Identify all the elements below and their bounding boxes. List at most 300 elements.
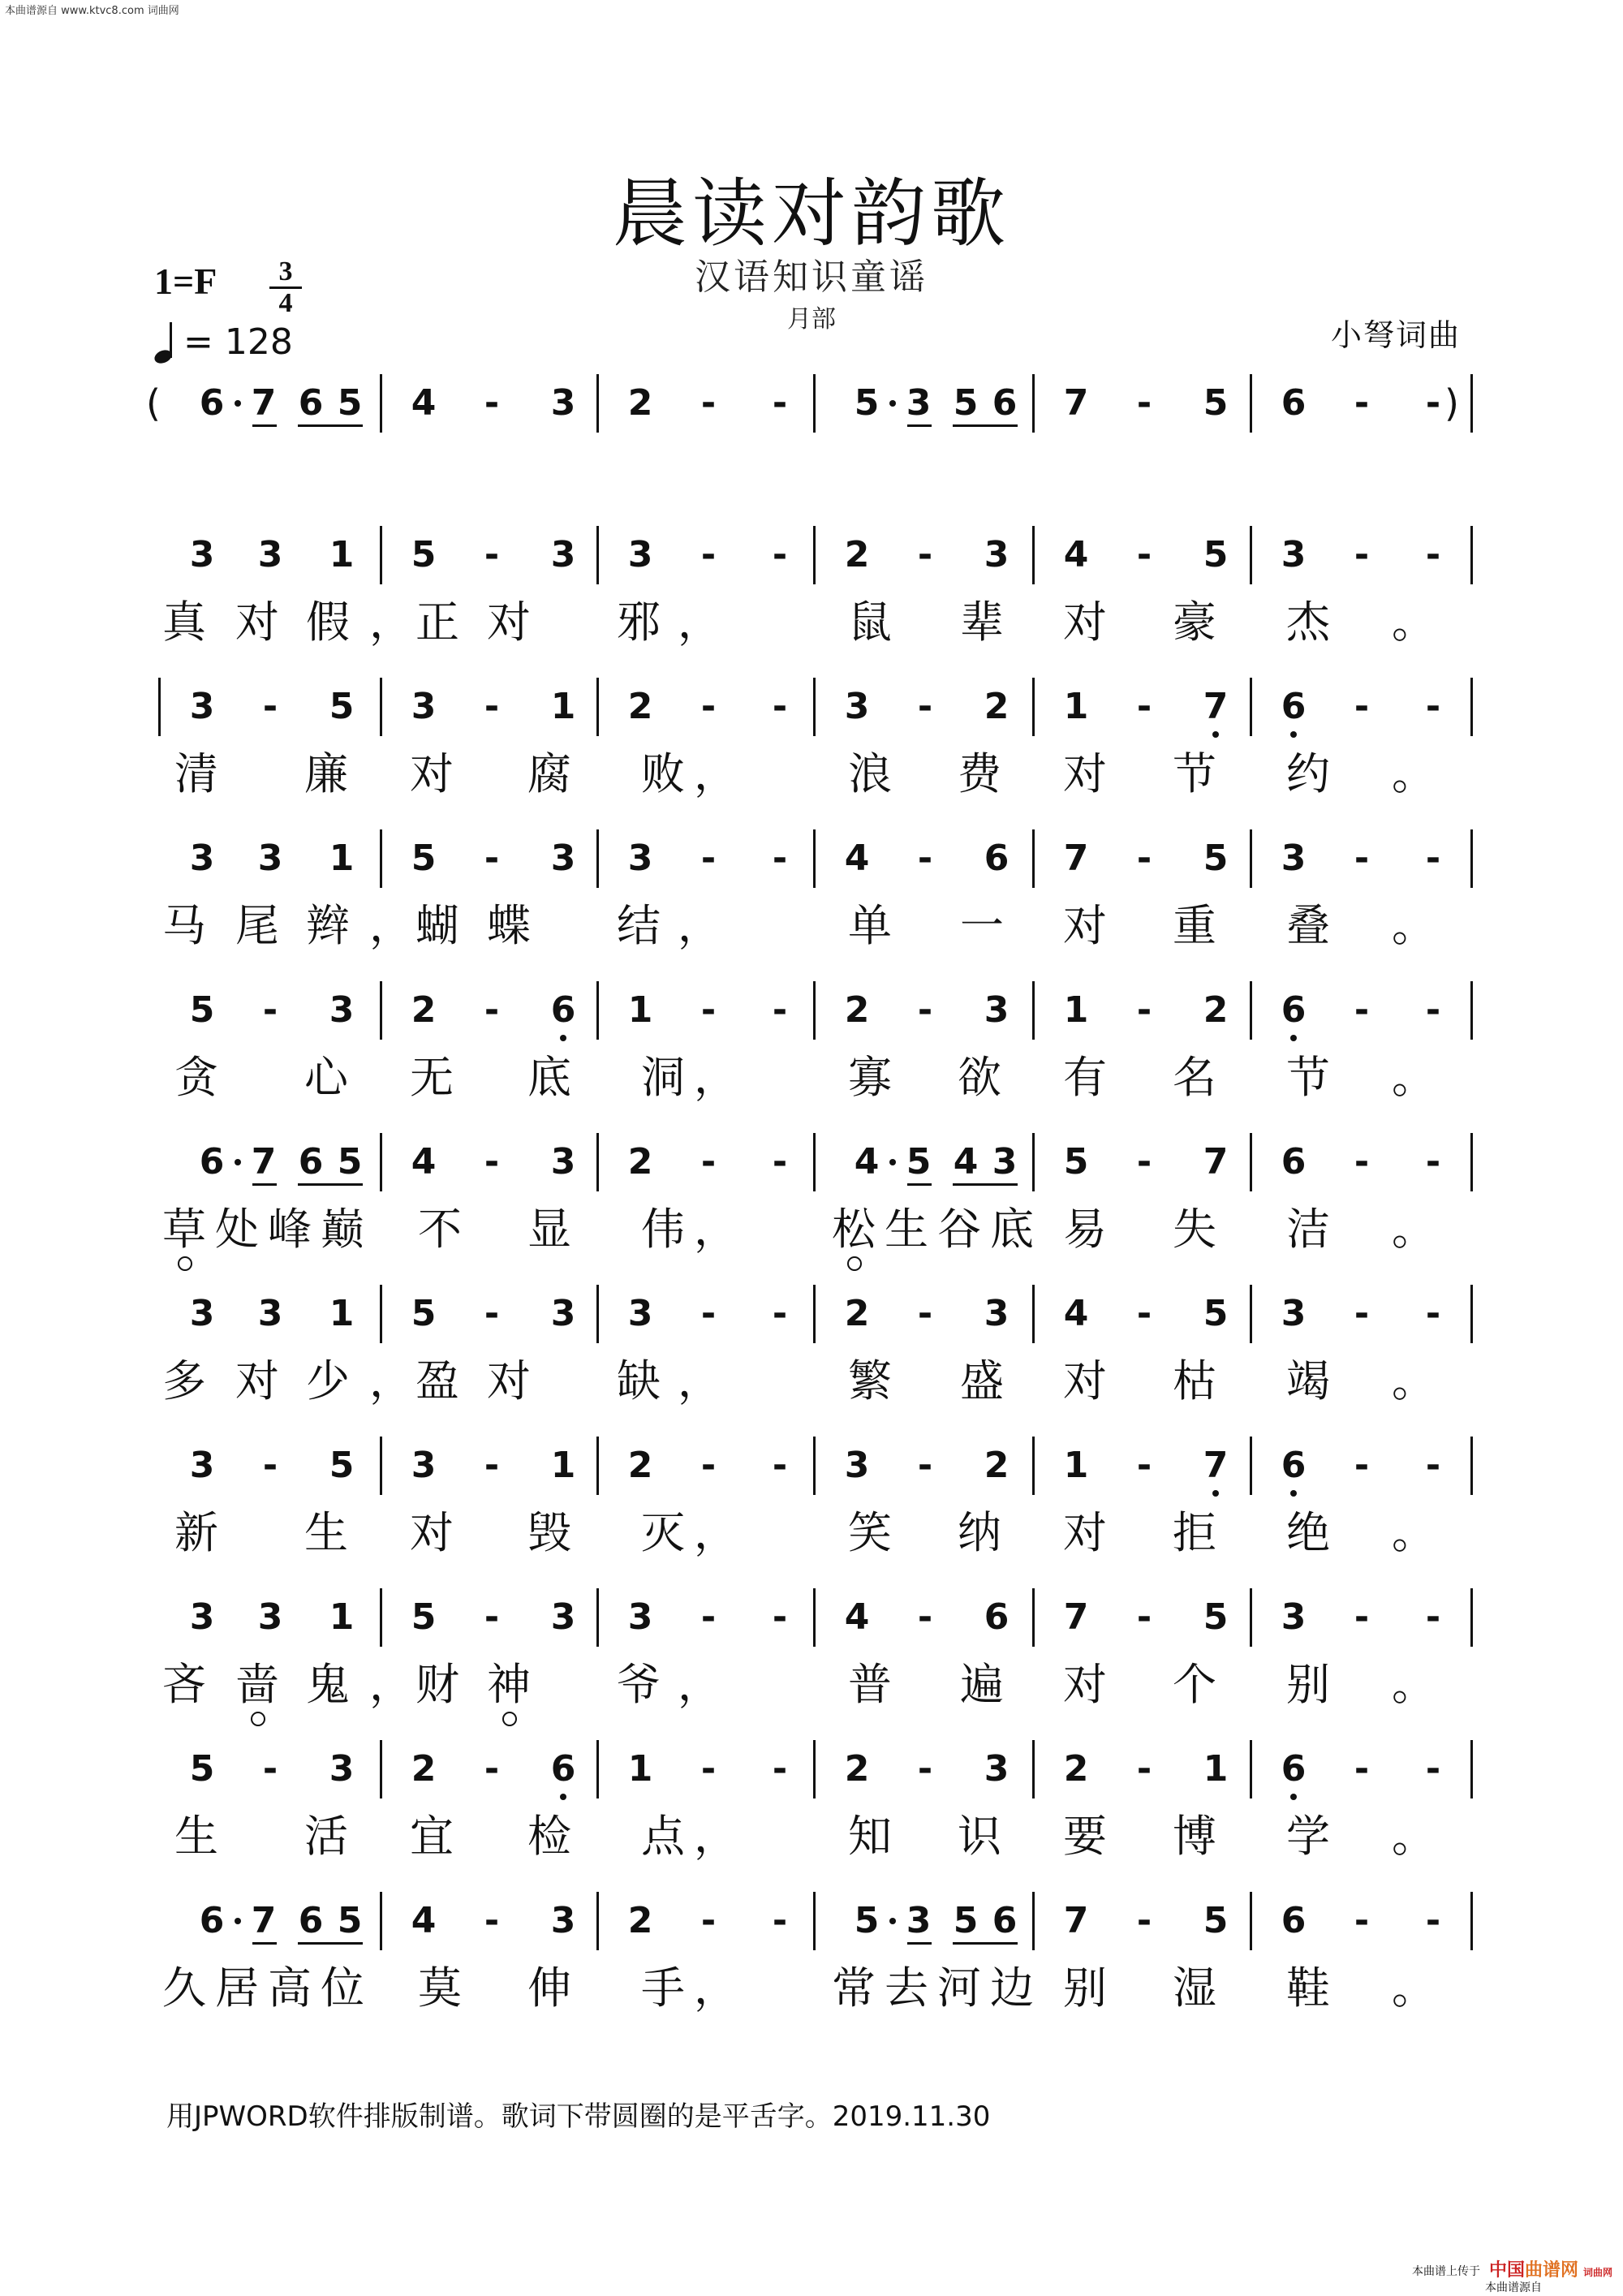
lyric-char: 。 — [1392, 1204, 1436, 1255]
logo-part-1: 中国 — [1489, 2260, 1526, 2281]
lyric-char: 辈 — [960, 597, 1004, 648]
note: 3 — [189, 534, 215, 575]
repeat-close-paren: ) — [1444, 381, 1459, 425]
bar-line — [596, 1285, 599, 1343]
dash: - — [772, 534, 788, 575]
dash: - — [1425, 989, 1441, 1031]
lyric-char: 生 — [304, 1507, 348, 1558]
note: 7 — [1203, 686, 1229, 727]
lyric-char: 绝 — [1286, 1507, 1330, 1558]
bar-line — [813, 1740, 816, 1798]
dash: - — [484, 1900, 500, 1941]
bar-line — [380, 829, 382, 888]
dash: - — [1136, 1445, 1152, 1486]
low-octave-dot — [1290, 1035, 1297, 1041]
note: 3 — [189, 686, 215, 727]
bar-line — [1470, 1437, 1473, 1495]
dash: - — [484, 1141, 500, 1182]
dash: - — [1425, 1748, 1441, 1790]
score-system — [0, 1136, 1623, 1282]
lyric-char: 。 — [1392, 1811, 1436, 1862]
dash: - — [1425, 1900, 1441, 1941]
bar-line — [158, 678, 161, 736]
repeat-open-paren: ( — [146, 381, 161, 425]
note: 4 — [1063, 534, 1089, 575]
lyric-char: 草 — [162, 1204, 206, 1255]
lyric-char: 常 — [832, 1962, 876, 2014]
lyric-char: ， — [694, 1811, 738, 1862]
note: 6 — [298, 1141, 324, 1182]
note: 3 — [189, 838, 215, 879]
lyric-char: ， — [369, 1659, 413, 1710]
lyric-char: 要 — [1063, 1811, 1107, 1862]
score-system — [0, 681, 1623, 827]
dash: - — [772, 838, 788, 879]
lyric-char: 清 — [174, 748, 218, 799]
bar-line — [813, 374, 816, 433]
note: 3 — [189, 1596, 215, 1638]
lyric-char: 学 — [1286, 1811, 1330, 1862]
lyric-char: 吝 — [162, 1659, 206, 1710]
dash: - — [1136, 1596, 1152, 1638]
bar-line — [1032, 678, 1035, 736]
lyric-char: 对 — [1063, 1507, 1107, 1558]
bar-line — [380, 526, 382, 584]
low-octave-dot — [1290, 1794, 1297, 1800]
note: 3 — [550, 1900, 576, 1941]
note: 5 — [1203, 1293, 1229, 1334]
lyric-char: 识 — [958, 1811, 1001, 1862]
lyric-char: 松 — [832, 1204, 876, 1255]
note: 3 — [906, 1900, 932, 1941]
note: 3 — [257, 838, 283, 879]
note: 5 — [906, 1141, 932, 1182]
bar-line — [1470, 981, 1473, 1040]
lyric-char: 久 — [162, 1962, 206, 2014]
dash: - — [917, 838, 933, 879]
dash: - — [772, 1748, 788, 1790]
dash: - — [700, 1293, 717, 1334]
lyric-char: ， — [369, 1355, 413, 1406]
note: 3 — [411, 686, 437, 727]
dash: - — [700, 1141, 717, 1182]
lyric-char: 费 — [958, 748, 1001, 799]
note: 7 — [251, 1141, 277, 1182]
note: 3 — [906, 382, 932, 424]
bar-line — [1032, 1740, 1035, 1798]
flat-tongue-circle — [847, 1256, 862, 1271]
dash: - — [1136, 1293, 1152, 1334]
note: 5 — [1203, 534, 1229, 575]
dash: - — [1354, 534, 1370, 575]
bar-line — [813, 829, 816, 888]
lyric-char: ， — [678, 1659, 721, 1710]
lyric-char: 。 — [1392, 1507, 1436, 1558]
note: 5 — [411, 1596, 437, 1638]
dash: - — [700, 838, 717, 879]
dash: - — [1425, 1293, 1441, 1334]
note: 3 — [1281, 838, 1307, 879]
note: 5 — [329, 1445, 355, 1486]
bar-line — [1470, 829, 1473, 888]
lyric-char: 重 — [1173, 900, 1216, 951]
low-octave-dot — [1290, 731, 1297, 738]
dash: - — [1425, 382, 1441, 424]
logo-part-3: 词曲网 — [1583, 2267, 1613, 2278]
bar-line — [596, 1740, 599, 1798]
quarter-note-icon — [154, 321, 179, 363]
lyric-char: 鬼 — [306, 1659, 350, 1710]
dash: - — [917, 1596, 933, 1638]
note: 6 — [1281, 1141, 1307, 1182]
dash: - — [484, 1596, 500, 1638]
lyric-char: 检 — [527, 1811, 571, 1862]
note: 6 — [550, 1748, 576, 1790]
bar-line — [813, 1892, 816, 1950]
bar-line — [1032, 526, 1035, 584]
bar-line — [1250, 1133, 1252, 1191]
source-label: 本曲谱源自 — [1485, 2281, 1542, 2294]
lyric-char: 。 — [1392, 1052, 1436, 1103]
note: 4 — [411, 382, 437, 424]
bar-line — [380, 1892, 382, 1950]
note: 5 — [189, 989, 215, 1031]
score-system — [0, 984, 1623, 1131]
lyric-char: 边 — [990, 1962, 1034, 2014]
dash: - — [1136, 1141, 1152, 1182]
lyric-char: 正 — [415, 597, 459, 648]
bar-line — [596, 1892, 599, 1950]
song-title: 晨读对韵歌 — [612, 170, 1010, 257]
note: 7 — [1203, 1141, 1229, 1182]
dash: - — [700, 989, 717, 1031]
note: 1 — [1063, 989, 1089, 1031]
eighth-underline — [252, 1183, 277, 1186]
bar-line — [813, 981, 816, 1040]
lyric-char: ， — [694, 1052, 738, 1103]
key-signature: 1=F — [154, 261, 217, 302]
note: 1 — [329, 1596, 355, 1638]
note: 5 — [953, 1900, 979, 1941]
lyric-char: 盛 — [960, 1355, 1004, 1406]
low-octave-dot — [1290, 1490, 1297, 1497]
note: 7 — [1063, 382, 1089, 424]
lyric-char: 盈 — [415, 1355, 459, 1406]
dash: - — [917, 686, 933, 727]
note: 5 — [411, 534, 437, 575]
lyric-char: 廉 — [304, 748, 348, 799]
bar-line — [596, 1133, 599, 1191]
dash: - — [262, 1445, 278, 1486]
note: 2 — [1063, 1748, 1089, 1790]
note: 5 — [189, 1748, 215, 1790]
note: 4 — [844, 1596, 870, 1638]
note: 7 — [1063, 1596, 1089, 1638]
dash: - — [484, 838, 500, 879]
lyric-char: 手 — [641, 1962, 685, 2014]
note: 3 — [550, 534, 576, 575]
lyric-char: 谷 — [937, 1204, 981, 1255]
sixteenth-underline — [953, 424, 1018, 427]
bar-line — [596, 981, 599, 1040]
note: 7 — [251, 1900, 277, 1941]
flat-tongue-circle — [178, 1256, 192, 1271]
note: 1 — [550, 686, 576, 727]
bar-line — [1032, 1437, 1035, 1495]
dash: - — [772, 686, 788, 727]
lyric-char: 拒 — [1173, 1507, 1216, 1558]
low-octave-dot — [560, 1035, 566, 1041]
note: 2 — [627, 1900, 653, 1941]
lyric-char: 峰 — [268, 1204, 312, 1255]
bar-line — [596, 1437, 599, 1495]
dash: - — [1136, 686, 1152, 727]
song-section: 月部 — [787, 305, 836, 334]
lyric-char: 生 — [885, 1204, 928, 1255]
dash: - — [917, 534, 933, 575]
dash: - — [484, 534, 500, 575]
note: 6 — [1281, 1445, 1307, 1486]
dash: - — [1354, 1900, 1370, 1941]
note: 6 — [298, 1900, 324, 1941]
note: 5 — [411, 838, 437, 879]
lyric-char: 繁 — [848, 1355, 892, 1406]
note: 5 — [337, 1141, 363, 1182]
lyric-char: 。 — [1392, 1659, 1436, 1710]
note: 5 — [854, 382, 880, 424]
note: 3 — [189, 1293, 215, 1334]
note: 5 — [1063, 1141, 1089, 1182]
dash: - — [1136, 1900, 1152, 1941]
lyric-char: 蝶 — [487, 900, 531, 951]
dash: - — [700, 382, 717, 424]
song-subtitle: 汉语知识童谣 — [695, 256, 928, 298]
dash: - — [1136, 838, 1152, 879]
score-system — [0, 1743, 1623, 1889]
note: 5 — [1203, 1596, 1229, 1638]
lyric-char: 高 — [268, 1962, 312, 2014]
lyric-char: 鼠 — [848, 597, 892, 648]
lyric-char: 豪 — [1173, 597, 1216, 648]
lyric-char: 纳 — [958, 1507, 1001, 1558]
lyric-char: 笑 — [848, 1507, 892, 1558]
note: 2 — [844, 534, 870, 575]
lyric-char: 伟 — [641, 1204, 685, 1255]
lyric-char: 。 — [1392, 748, 1436, 799]
lyric-char: 对 — [410, 748, 454, 799]
lyric-char: 无 — [410, 1052, 454, 1103]
note: 5 — [411, 1293, 437, 1334]
bar-line — [380, 1740, 382, 1798]
dash: - — [700, 686, 717, 727]
note: 5 — [337, 1900, 363, 1941]
lyric-char: 宜 — [410, 1811, 454, 1862]
lyric-char: 莫 — [418, 1962, 462, 2014]
bar-line — [813, 1437, 816, 1495]
lyric-char: ， — [694, 1204, 738, 1255]
bar-line — [813, 1133, 816, 1191]
lyric-char: ， — [369, 597, 413, 648]
bar-line — [1470, 374, 1473, 433]
lyric-char: 节 — [1173, 748, 1216, 799]
bar-line — [1470, 1588, 1473, 1647]
augmentation-dot — [235, 1159, 241, 1165]
note: 3 — [627, 534, 653, 575]
bar-line — [1250, 1437, 1252, 1495]
bar-line — [380, 374, 382, 433]
lyric-char: 杰 — [1286, 597, 1330, 648]
lyric-char: 名 — [1173, 1052, 1216, 1103]
lyric-char: 腐 — [527, 748, 571, 799]
lyric-char: 底 — [527, 1052, 571, 1103]
note: 2 — [627, 1141, 653, 1182]
bar-line — [1250, 374, 1252, 433]
lyric-char: ， — [694, 1507, 738, 1558]
note: 7 — [1063, 1900, 1089, 1941]
lyric-char: 灭 — [641, 1507, 685, 1558]
lyric-char: ， — [678, 597, 721, 648]
note: 1 — [329, 534, 355, 575]
note: 4 — [411, 1141, 437, 1182]
note: 2 — [1203, 989, 1229, 1031]
note: 3 — [984, 534, 1010, 575]
note: 6 — [984, 838, 1010, 879]
note: 6 — [199, 382, 225, 424]
time-signature — [269, 258, 302, 317]
dash: - — [484, 1445, 500, 1486]
lyric-char: 对 — [487, 1355, 531, 1406]
bar-line — [813, 526, 816, 584]
bar-line — [1032, 829, 1035, 888]
bar-line — [1032, 374, 1035, 433]
lyric-char: 博 — [1173, 1811, 1216, 1862]
lyric-char: 不 — [418, 1204, 462, 1255]
dash: - — [262, 686, 278, 727]
lyric-char: 欲 — [958, 1052, 1001, 1103]
site-logo — [1489, 2256, 1612, 2281]
note: 3 — [550, 1596, 576, 1638]
bar-line — [596, 1588, 599, 1647]
note: 1 — [627, 1748, 653, 1790]
bar-line — [1250, 526, 1252, 584]
lyric-char: 。 — [1392, 900, 1436, 951]
dash: - — [1354, 686, 1370, 727]
bar-line — [380, 1285, 382, 1343]
note: 3 — [550, 1141, 576, 1182]
bar-line — [1250, 678, 1252, 736]
dash: - — [1354, 382, 1370, 424]
note: 1 — [329, 838, 355, 879]
lyric-char: 浪 — [848, 748, 892, 799]
bar-line — [1032, 1588, 1035, 1647]
meter-bottom: 4 — [278, 288, 293, 318]
lyric-char: 对 — [1063, 597, 1107, 648]
bar-line — [596, 829, 599, 888]
note: 6 — [992, 382, 1018, 424]
note: 3 — [329, 989, 355, 1031]
tempo-marking — [154, 321, 293, 363]
note: 3 — [411, 1445, 437, 1486]
score-system — [0, 1288, 1623, 1434]
lyric-char: 对 — [1063, 900, 1107, 951]
bar-line — [1470, 1740, 1473, 1798]
dash: - — [917, 1293, 933, 1334]
eighth-underline — [907, 1942, 932, 1945]
lyric-char: 失 — [1173, 1204, 1216, 1255]
dash: - — [772, 1445, 788, 1486]
dash: - — [1425, 686, 1441, 727]
dash: - — [772, 382, 788, 424]
augmentation-dot — [235, 1918, 241, 1924]
score-system — [0, 1895, 1623, 2041]
bar-line — [1250, 1740, 1252, 1798]
dash: - — [700, 1748, 717, 1790]
note: 5 — [329, 686, 355, 727]
eighth-underline — [252, 424, 277, 427]
note: 5 — [337, 382, 363, 424]
dash: - — [1354, 1141, 1370, 1182]
note: 3 — [257, 1596, 283, 1638]
dash: - — [700, 1596, 717, 1638]
note: 1 — [1203, 1748, 1229, 1790]
bar-line — [596, 374, 599, 433]
lyric-char: 去 — [885, 1962, 928, 2014]
lyric-char: 单 — [848, 900, 892, 951]
lyric-char: 竭 — [1286, 1355, 1330, 1406]
note: 2 — [627, 686, 653, 727]
note: 5 — [854, 1900, 880, 1941]
note: 2 — [844, 1748, 870, 1790]
note: 6 — [1281, 989, 1307, 1031]
bar-line — [380, 1133, 382, 1191]
lyric-char: 鞋 — [1286, 1962, 1330, 2014]
augmentation-dot — [889, 1159, 896, 1165]
dash: - — [1354, 1748, 1370, 1790]
note: 2 — [411, 989, 437, 1031]
lyric-char: 毁 — [527, 1507, 571, 1558]
note: 6 — [984, 1596, 1010, 1638]
dash: - — [700, 1900, 717, 1941]
lyric-char: 尾 — [235, 900, 279, 951]
dash: - — [1354, 1293, 1370, 1334]
note: 3 — [844, 1445, 870, 1486]
note: 2 — [844, 1293, 870, 1334]
note: 4 — [953, 1141, 979, 1182]
low-octave-dot — [1212, 1490, 1219, 1497]
note: 3 — [550, 838, 576, 879]
lyric-char: 显 — [527, 1204, 571, 1255]
lyric-char: 邪 — [617, 597, 661, 648]
note: 3 — [257, 1293, 283, 1334]
dash: - — [772, 989, 788, 1031]
dash: - — [1425, 1445, 1441, 1486]
note: 5 — [1203, 838, 1229, 879]
note: 5 — [1203, 382, 1229, 424]
bar-line — [596, 678, 599, 736]
lyric-char: 个 — [1173, 1659, 1216, 1710]
dash: - — [917, 1445, 933, 1486]
note: 3 — [1281, 1293, 1307, 1334]
source-watermark: 本曲谱源自 www.ktvc8.com 词曲网 — [5, 5, 179, 17]
bar-line — [1470, 526, 1473, 584]
note: 3 — [189, 1445, 215, 1486]
lyric-char: 啬 — [235, 1659, 279, 1710]
lyric-char: 活 — [304, 1811, 348, 1862]
lyric-char: 新 — [174, 1507, 218, 1558]
flat-tongue-circle — [502, 1712, 517, 1726]
dash: - — [1425, 1596, 1441, 1638]
lyric-char: 对 — [410, 1507, 454, 1558]
